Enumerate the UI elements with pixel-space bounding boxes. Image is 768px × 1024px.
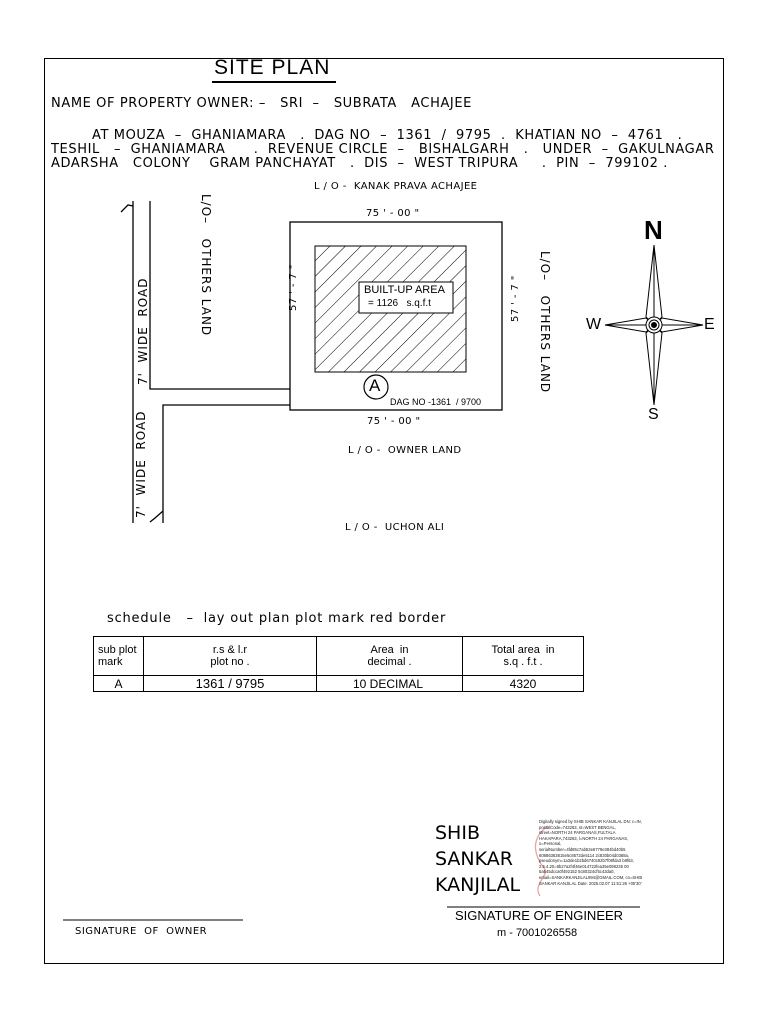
page-title: SITE PLAN — [214, 56, 331, 79]
compass-east-letter: E — [704, 316, 715, 333]
far-south-neighbour-label: L / O - UCHON ALI — [345, 522, 445, 533]
address-line-2: TESHIL – GHANIAMARA . REVENUE CIRCLE – BISHALGARH . UNDER – GAKULNAGAR — [51, 142, 715, 157]
schedule-header-cell: Area in decimal . — [317, 637, 463, 676]
digital-signature-details: Digitally signed by SHIB SANKAR KANJILAL DN: c=IN, postalCode=743263, st=WEST BENGAL, street=NORTH 24 PARGANAS,FULTALA HAKAPARA,743263, l=NORTH 24 PARGANAS, o=Personal, serialNumber=4fd85c7ab53e6779e384bd40b5 60886363815e5c8572de5114 2c830b04d0368a, pseudonym=1a3de1b2bd6740c82b7f08fda3 b8f63, 2.5.4.20=8b27a2f4f46e014722fea35e098235 00 5a545dcca0f492152 5c80324cf5c43da0, email=SANKARKANJILAL994@GMAIL.COM, cn=SHIB SANKAR KANJILAL Date: 2025.02.07 11:51:26 +05'30' — [539, 819, 643, 886]
engineer-name-line-2: SANKAR — [435, 848, 513, 870]
owner-name-line: NAME OF PROPERTY OWNER: – SRI – SUBRATA ACHAJEE — [51, 96, 472, 111]
schedule-header-cell: r.s & l.r plot no . — [144, 637, 317, 676]
schedule-cell: A — [94, 676, 144, 692]
south-neighbour-label: L / O - OWNER LAND — [348, 445, 462, 456]
compass-rose-icon — [605, 245, 703, 405]
schedule-header-cell: sub plot mark — [94, 637, 144, 676]
dimension-bottom: 75 ' - 00 " — [367, 416, 421, 427]
engineer-name-line-3: KANJILAL — [435, 874, 521, 896]
built-up-area-label: BUILT-UP AREA — [364, 284, 445, 296]
engineer-signature-label: SIGNATURE OF ENGINEER — [455, 908, 624, 923]
road-label-lower: 7' WIDE ROAD — [134, 410, 148, 518]
compass-south-letter: S — [648, 406, 659, 423]
schedule-cell: 1361 / 9795 — [144, 676, 317, 692]
schedule-table — [93, 636, 584, 692]
schedule-cell: 10 DECIMAL — [317, 676, 463, 692]
west-neighbour-label: L/O– OTHERS LAND — [199, 194, 213, 337]
dimension-right: 57 ' - 7 " — [510, 275, 521, 322]
compass-north-letter: N — [644, 215, 663, 245]
engineer-mobile-number: m - 7001026558 — [497, 927, 578, 939]
east-neighbour-label: L/O– OTHERS LAND — [538, 251, 552, 394]
plot-mark-letter: A — [369, 376, 381, 395]
dimension-left: 57 ' - 7 " — [288, 264, 299, 311]
north-neighbour-label: L / O - KANAK PRAVA ACHAJEE — [314, 181, 478, 192]
compass-west-letter: W — [586, 316, 602, 333]
table-row — [94, 676, 584, 692]
schedule-header-cell: Total area in s.q . f.t . — [463, 637, 584, 676]
road-label-upper: 7' WIDE ROAD — [136, 277, 150, 385]
engineer-name-line-1: SHIB — [435, 822, 480, 844]
address-line-3: ADARSHA COLONY GRAM PANCHAYAT . DIS – WEST TRIPURA . PIN – 799102 . — [51, 156, 669, 171]
owner-signature-label: SIGNATURE OF OWNER — [75, 926, 208, 937]
dag-number-label: DAG NO -1361 / 9700 — [390, 397, 482, 407]
dimension-top: 75 ' - 00 " — [366, 208, 420, 219]
built-up-area-value: = 1126 s.q.f.t — [368, 298, 431, 309]
schedule-cell: 4320 — [463, 676, 584, 692]
schedule-header-row — [94, 637, 584, 676]
schedule-title: schedule – lay out plan plot mark red border — [107, 611, 447, 626]
address-line-1: AT MOUZA – GHANIAMARA . DAG NO – 1361 / 9795 . KHATIAN NO – 4761 . — [92, 128, 683, 143]
